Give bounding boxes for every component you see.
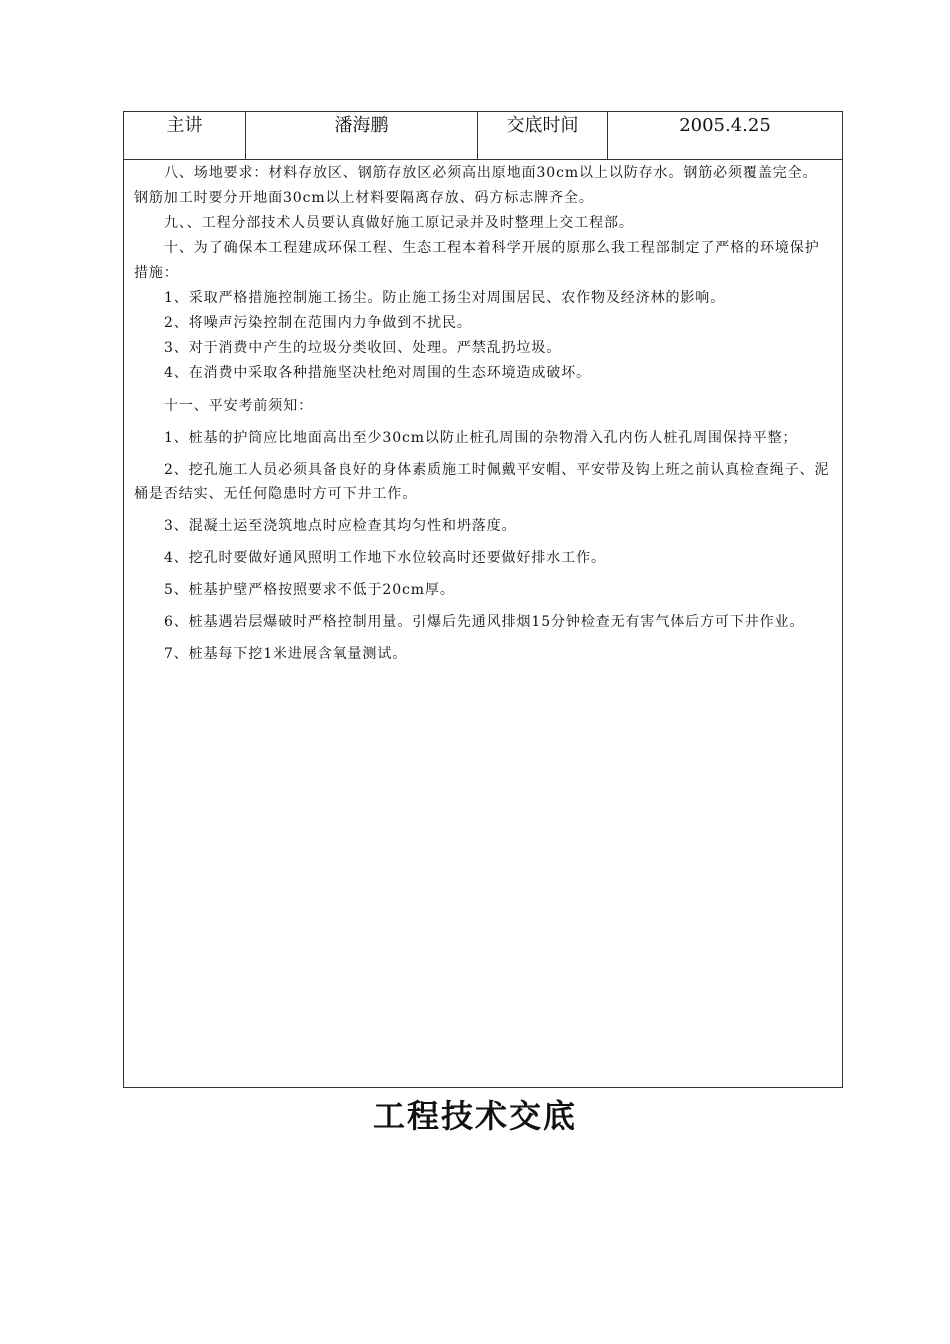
paragraph-site-requirements: 八、场地要求：材料存放区、钢筋存放区必须高出原地面30cm以上以防存水。钢筋必须覆盖完全。钢筋加工时要分开地面30cm以上材料要隔离存放、码方标志牌齐全。 xyxy=(134,165,818,206)
paragraph-env-item-3: 3、对于消费中产生的垃圾分类收回、处理。严禁乱扔垃圾。 xyxy=(164,340,562,356)
document-title: 工程技术交底 xyxy=(372,1097,577,1135)
date-value: 2005.4.25 xyxy=(679,115,771,136)
date-value-cell xyxy=(608,112,842,159)
paragraph-safety-item-3: 3、混凝土运至浇筑地点时应检查其均匀性和坍落度。 xyxy=(164,518,517,534)
paragraph-env-item-2: 2、将噪声污染控制在范围内力争做到不扰民。 xyxy=(164,315,472,331)
paragraph-records: 九、、工程分部技术人员要认真做好施工原记录并及时整理上交工程部。 xyxy=(164,215,634,231)
speaker-value: 潘海鹏 xyxy=(334,115,389,136)
paragraph-safety-item-5: 5、桩基护壁严格按照要求不低于20cm厚。 xyxy=(164,582,455,598)
date-label: 交底时间 xyxy=(506,115,579,136)
disclosure-form xyxy=(123,111,843,1088)
paragraph-safety-item-2: 2、挖孔施工人员必须具备良好的身体素质施工时佩戴平安帽、平安带及钩上班之前认真检查绳子、泥桶是否结实、无任何隐患时方可下井工作。 xyxy=(134,462,830,502)
paragraph-safety-item-7: 7、桩基每下挖1米进展含氧量测试。 xyxy=(164,646,408,662)
paragraph-safety-item-1: 1、桩基的护筒应比地面高出至少30cm以防止桩孔周围的杂物滑入孔内伤人桩孔周围保持平整； xyxy=(164,430,798,446)
paragraph-env-item-1: 1、采取严格措施控制施工扬尘。防止施工扬尘对周围居民、农作物及经济林的影响。 xyxy=(164,290,726,306)
paragraph-safety-item-4: 4、挖孔时要做好通风照明工作地下水位较高时还要做好排水工作。 xyxy=(164,550,606,566)
paragraph-env-item-4: 4、在消费中采取各种措施坚决杜绝对周围的生态环境造成破坏。 xyxy=(164,365,592,381)
paragraph-environment-intro: 十、为了确保本工程建成环保工程、生态工程本着科学开展的原那么我工程部制定了严格的环境保护措施： xyxy=(134,240,820,281)
date-label-cell xyxy=(478,112,608,159)
paragraph-safety-heading: 十一、平安考前须知： xyxy=(164,398,313,414)
header-row xyxy=(124,112,842,160)
paragraph-safety-item-6: 6、桩基遇岩层爆破时严格控制用量。引爆后先通风排烟15分钟检查无有害气体后方可下井作业。 xyxy=(164,614,805,630)
speaker-label-cell xyxy=(124,112,246,159)
disclosure-body xyxy=(124,160,842,666)
speaker-value-cell xyxy=(246,112,478,159)
speaker-label: 主讲 xyxy=(166,115,203,136)
